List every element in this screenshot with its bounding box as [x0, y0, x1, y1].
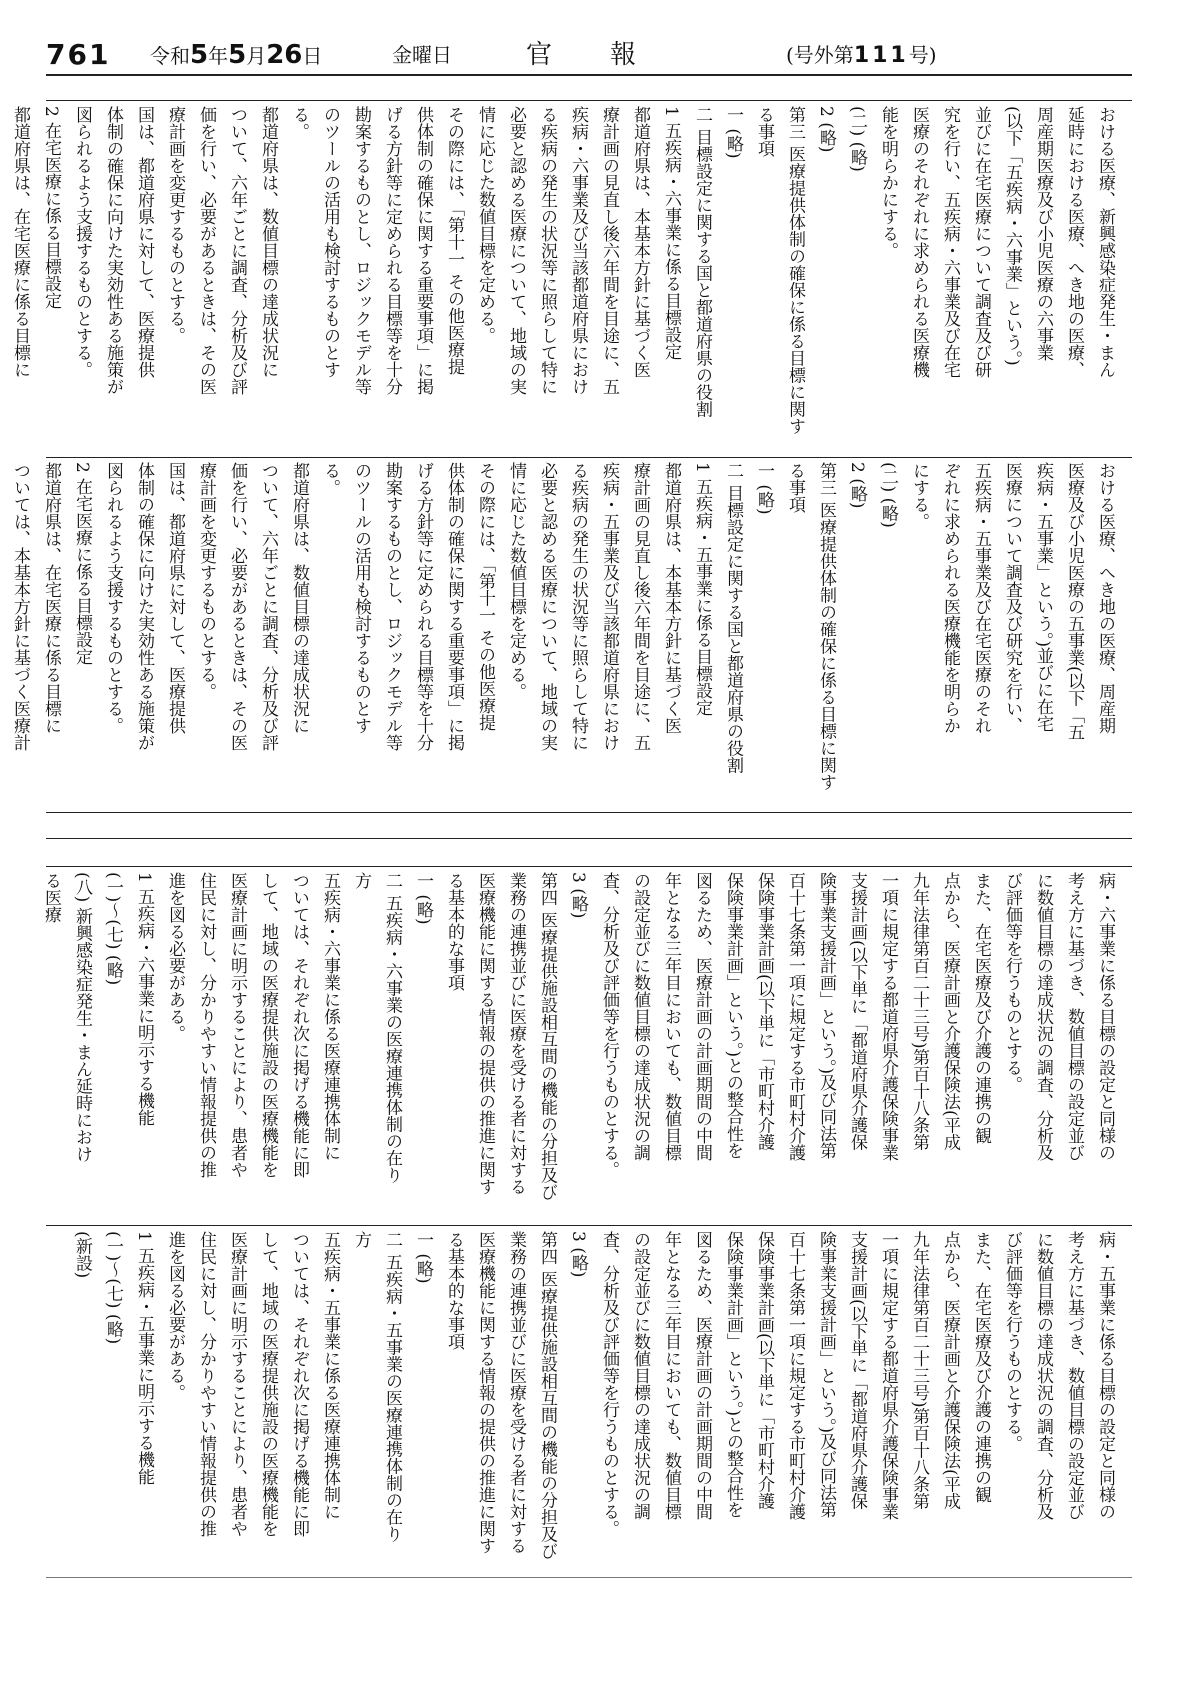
revised-text-block-lower: 病・六事業に係る目標の設定と同様の 考え方に基づき、数値目標の設定並び に数値目標の達成状況の調査、分析及 び評価等を行うものとする。 また、在宅医療及び介護の連携の観 点から、医療計画と介護保険法(平成 九年法律第百二十三号)第百十八条第 一項に規定する都道府県介護保険事業 支援計画(以下単に「都道府県介護保 険事業支援計画」という。)及び同法第 百十七条第一項に規定する市町村介護 保険事業計画(以下単に「市町村介護 保険事業計画」という。)との整合性を 図るため、医療計画の計画期間の中間 年となる三年目においても、数値目標 の設定並びに数値目標の達成状況の調 査、分析及び評価等を行うものとする。 3 (略) 第四 医療提供施設相互間の機能の分担及び 業務の連携並びに医療を受ける者に対する 医療機能に関する情報の提供の推進に関す る基本的な事項 一 (略) 二 五疾病・六事業の医療連携体制の在り 方 五疾病・六事業に係る医療連携体制に ついては、それぞれ次に掲げる機能に即 して、地域の医療提供施設の医療機能を 医療計画に明示することにより、患者や 住民に対し、分かりやすい情報提供の推 進を図る必要がある。 1 五疾病・六事業に明示する機能 (一)〜(七) (略) (八) 新興感染症発生・まん延時におけ る医療 [41, 872, 1115, 1201]
lower-section-secondary-rule [46, 866, 1132, 867]
page-header [46, 38, 1132, 72]
lower-section-divider [46, 1225, 1132, 1226]
date-year-unit: 年 [208, 44, 229, 68]
current-text-block-upper: おける医療、へき地の医療、周産期 医療及び小児医療の五事業(以下「五 疾病・五事業」という。)並びに在宅 医療について調査及び研究を行い、 五疾病・五事業及び在宅医療のそれ ぞれに求められる医療機能を明らか にする。 (二) (略) 2 (略) 第三 医療提供体制の確保に係る目標に関す る事項 一 (略) 二 目標設定に関する国と都道府県の役割 1 五疾病・五事業に係る目標設定 都道府県は、本基本方針に基づく医 療計画の見直し後六年間を目途に、五 疾病・五事業及び当該都道府県におけ る疾病の発生の状況等に照らして特に 必要と認める医療について、地域の実 情に応じた数値目標を定める。 その際には、「第十一 その他医療提 供体制の確保に関する重要事項」に掲 げる方針等に定められる目標等を十分 勘案するものとし、ロジックモデル等 のツールの活用も検討するものとす る。 都道府県は、数値目標の達成状況に ついて、六年ごとに調査、分析及び評 価を行い、必要があるときは、その医 療計画を変更するものとする。 国は、都道府県に対して、医療提供 体制の確保に向けた実効性ある施策が 図られるよう支援するものとする。 2 在宅医療に係る目標設定 都道府県は、在宅医療に係る目標に ついては、本基本方針に基づく医療計 [10, 462, 1115, 791]
issue-prefix: (号外第 [786, 43, 854, 67]
publication-date [150, 38, 322, 73]
current-text-block-lower: 病・五事業に係る目標の設定と同様の 考え方に基づき、数値目標の設定並び に数値目標の達成状況の調査、分析及 び評価等を行うものとする。 また、在宅医療及び介護の連携の観 点から、医療計画と介護保険法(平成 九年法律第百二十三号)第百十八条第 一項に規定する都道府県介護保険事業 支援計画(以下単に「都道府県介護保 険事業支援計画」という。)及び同法第 百十七条第一項に規定する市町村介護 保険事業計画(以下単に「市町村介護 保険事業計画」という。)との整合性を 図るため、医療計画の計画期間の中間 年となる三年目においても、数値目標 の設定並びに数値目標の達成状況の調 査、分析及び評価等を行うものとする。 3 (略) 第四 医療提供施設相互間の機能の分担及び 業務の連携並びに医療を受ける者に対する 医療機能に関する情報の提供の推進に関す る基本的な事項 一 (略) 二 五疾病・五事業の医療連携体制の在り 方 五疾病・五事業に係る医療連携体制に ついては、それぞれ次に掲げる機能に即 して、地域の医療提供施設の医療機能を 医療計画に明示することにより、患者や 住民に対し、分かりやすい情報提供の推 進を図る必要がある。 1 五疾病・五事業に明示する機能 (一)〜(七) (略) (新設) [72, 1231, 1115, 1560]
upper-section-divider [46, 457, 1132, 458]
date-month-unit: 月 [246, 44, 267, 68]
revised-text-block-upper: おける医療、新興感染症発生・まん 延時における医療、へき地の医療、 周産期医療及び小児医療の六事業 (以下「五疾病・六事業」という。) 並びに在宅医療について調査及び研 究を行い、五疾病・六事業及び在宅 医療のそれぞれに求められる医療機 能を明らかにする。 (二) (略) 2 (略) 第三 医療提供体制の確保に係る目標に関す る事項 一 (略) 二 目標設定に関する国と都道府県の役割 1 五疾病・六事業に係る目標設定 都道府県は、本基本方針に基づく医 療計画の見直し後六年間を目途に、五 疾病・六事業及び当該都道府県におけ る疾病の発生の状況等に照らして特に 必要と認める医療について、地域の実 情に応じた数値目標を定める。 その際には、「第十一 その他医療提 供体制の確保に関する重要事項」に掲 げる方針等に定められる目標等を十分 勘案するものとし、ロジックモデル等 のツールの活用も検討するものとす る。 都道府県は、数値目標の達成状況に ついて、六年ごとに調査、分析及び評 価を行い、必要があるときは、その医 療計画を変更するものとする。 国は、都道府県に対して、医療提供 体制の確保に向けた実効性ある施策が 図られるよう支援するものとする。 2 在宅医療に係る目標設定 都道府県は、在宅医療に係る目標に [10, 106, 1115, 435]
footer-rule [46, 1577, 1132, 1578]
issue-suffix: 号) [908, 43, 937, 67]
issue-number-value: 111 [853, 43, 909, 68]
date-day-unit: 日 [302, 44, 323, 68]
gazette-title: 官報 [526, 40, 695, 70]
header-rule [46, 74, 1132, 76]
upper-section-bottom-rule [46, 812, 1132, 813]
date-day: 26 [266, 40, 303, 70]
date-year: 5 [190, 40, 209, 70]
issue-number [786, 38, 937, 73]
upper-section-top-rule [46, 100, 1132, 101]
date-era: 令和 [150, 44, 190, 68]
date-month: 5 [228, 40, 247, 70]
page-number: 761 [46, 38, 111, 71]
lower-section-top-rule [46, 838, 1132, 839]
weekday: 金曜日 [392, 43, 452, 67]
